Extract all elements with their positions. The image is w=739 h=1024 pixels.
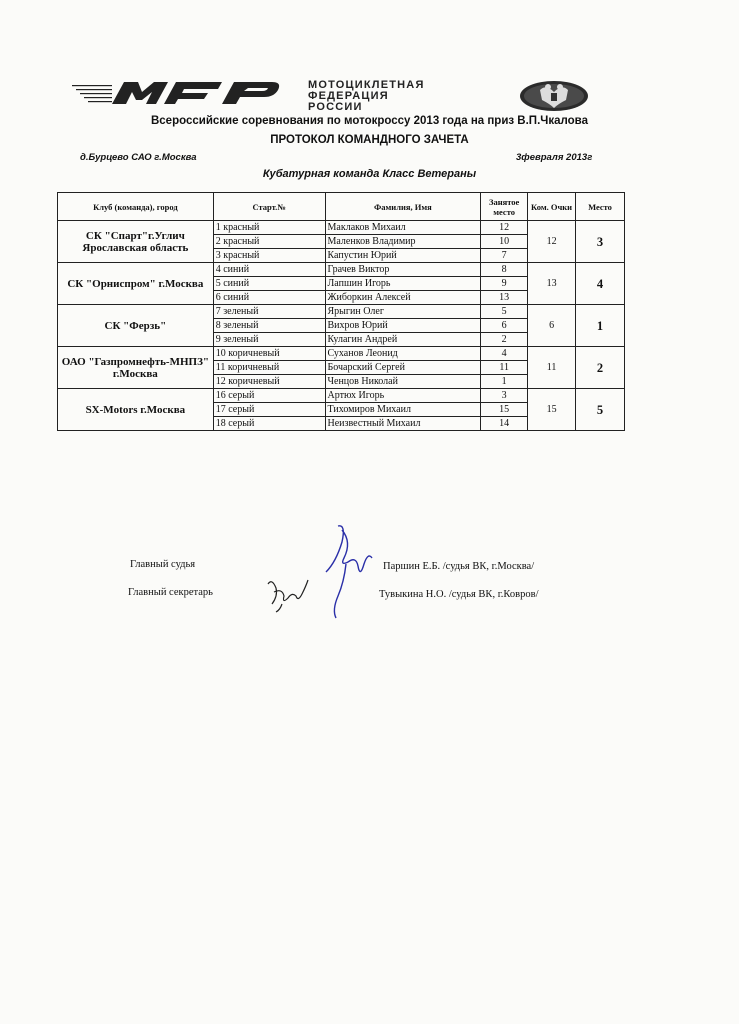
team-club: ОАО "Газпромнефть-МНПЗ" г.Москва	[58, 347, 214, 389]
start-number: 18 серый	[213, 417, 325, 431]
federation-line: РОССИИ	[308, 101, 363, 113]
rider-position: 8	[481, 263, 528, 277]
rider-position: 14	[481, 417, 528, 431]
rider-position: 11	[481, 361, 528, 375]
team-place: 5	[576, 389, 625, 431]
team-club: СК "Спарт"г.Углич Ярославская область	[58, 221, 214, 263]
rider-position: 13	[481, 291, 528, 305]
team-club: СК "Орниспром" г.Москва	[58, 263, 214, 305]
team-points: 13	[528, 263, 576, 305]
rider-position: 1	[481, 375, 528, 389]
class-subtitle: Кубатурная команда Класс Ветераны	[262, 168, 477, 180]
start-number: 12 коричневый	[213, 375, 325, 389]
rider-name: Ченцов Николай	[325, 375, 481, 389]
rider-position: 3	[481, 389, 528, 403]
results-table	[57, 192, 625, 431]
column-header: Старт.№	[213, 193, 325, 221]
rider-name: Капустин Юрий	[325, 249, 481, 263]
rider-name: Вихров Юрий	[325, 319, 481, 333]
start-number: 7 зеленый	[213, 305, 325, 319]
rider-name: Ярыгин Олег	[325, 305, 481, 319]
protocol-title: ПРОТОКОЛ КОМАНДНОГО ЗАЧЕТА	[270, 134, 469, 146]
start-number: 10 коричневый	[213, 347, 325, 361]
start-number: 8 зеленый	[213, 319, 325, 333]
team-place: 2	[576, 347, 625, 389]
team-points: 6	[528, 305, 576, 347]
start-number: 11 коричневый	[213, 361, 325, 375]
column-header: Занятое место	[481, 193, 528, 221]
chief-judge-name: Паршин Е.Б. /судья ВК, г.Москва/	[383, 561, 535, 572]
column-header: Фамилия, Имя	[325, 193, 481, 221]
team-place: 1	[576, 305, 625, 347]
rider-position: 15	[481, 403, 528, 417]
rider-position: 6	[481, 319, 528, 333]
rider-position: 12	[481, 221, 528, 235]
rider-position: 4	[481, 347, 528, 361]
rider-name: Маклаков Михаил	[325, 221, 481, 235]
rider-position: 5	[481, 305, 528, 319]
federation-name	[308, 80, 425, 113]
mfr-logo	[72, 80, 282, 106]
start-number: 9 зеленый	[213, 333, 325, 347]
start-number: 4 синий	[213, 263, 325, 277]
table-row	[58, 305, 625, 319]
column-header: Место	[576, 193, 625, 221]
rider-position: 2	[481, 333, 528, 347]
team-place: 3	[576, 221, 625, 263]
table-row	[58, 263, 625, 277]
rider-position: 7	[481, 249, 528, 263]
start-number: 6 синий	[213, 291, 325, 305]
team-points: 11	[528, 347, 576, 389]
column-header: Клуб (команда), город	[58, 193, 214, 221]
venue: д.Бурцево САО г.Москва	[80, 152, 197, 163]
rider-name: Грачев Виктор	[325, 263, 481, 277]
team-place: 4	[576, 263, 625, 305]
russian-emblem-icon	[518, 78, 590, 114]
rider-position: 10	[481, 235, 528, 249]
team-club: SX-Motors г.Москва	[58, 389, 214, 431]
rider-name: Жиборкин Алексей	[325, 291, 481, 305]
start-number: 17 серый	[213, 403, 325, 417]
chief-judge-label: Главный судья	[130, 559, 196, 570]
chief-secretary-label: Главный секретарь	[128, 587, 213, 598]
start-number: 1 красный	[213, 221, 325, 235]
judge-signature	[318, 522, 374, 620]
start-number: 2 красный	[213, 235, 325, 249]
federation-line: ФЕДЕРАЦИЯ	[308, 90, 389, 102]
table-row	[58, 221, 625, 235]
start-number: 16 серый	[213, 389, 325, 403]
rider-name: Артюх Игорь	[325, 389, 481, 403]
rider-name: Лапшин Игорь	[325, 277, 481, 291]
chief-secretary-name: Тувыкина Н.О. /судья ВК, г.Ковров/	[379, 589, 539, 600]
rider-name: Суханов Леонид	[325, 347, 481, 361]
rider-name: Неизвестный Михаил	[325, 417, 481, 431]
secretary-signature	[262, 574, 310, 616]
rider-name: Кулагин Андрей	[325, 333, 481, 347]
start-number: 3 красный	[213, 249, 325, 263]
start-number: 5 синий	[213, 277, 325, 291]
table-row	[58, 389, 625, 403]
rider-name: Тихомиров Михаил	[325, 403, 481, 417]
document-title: Всероссийские соревнования по мотокроссу 2013 года на приз В.П.Чкалова	[150, 115, 588, 127]
rider-position: 9	[481, 277, 528, 291]
federation-line: МОТОЦИКЛЕТНАЯ	[308, 79, 425, 91]
rider-name: Маленков Владимир	[325, 235, 481, 249]
team-club: СК "Ферзь"	[58, 305, 214, 347]
table-row	[58, 347, 625, 361]
team-points: 15	[528, 389, 576, 431]
column-header: Ком. Очки	[528, 193, 576, 221]
team-points: 12	[528, 221, 576, 263]
table-header-row	[58, 193, 625, 221]
event-date: 3февраля 2013г	[516, 152, 593, 163]
rider-name: Бочарский Сергей	[325, 361, 481, 375]
